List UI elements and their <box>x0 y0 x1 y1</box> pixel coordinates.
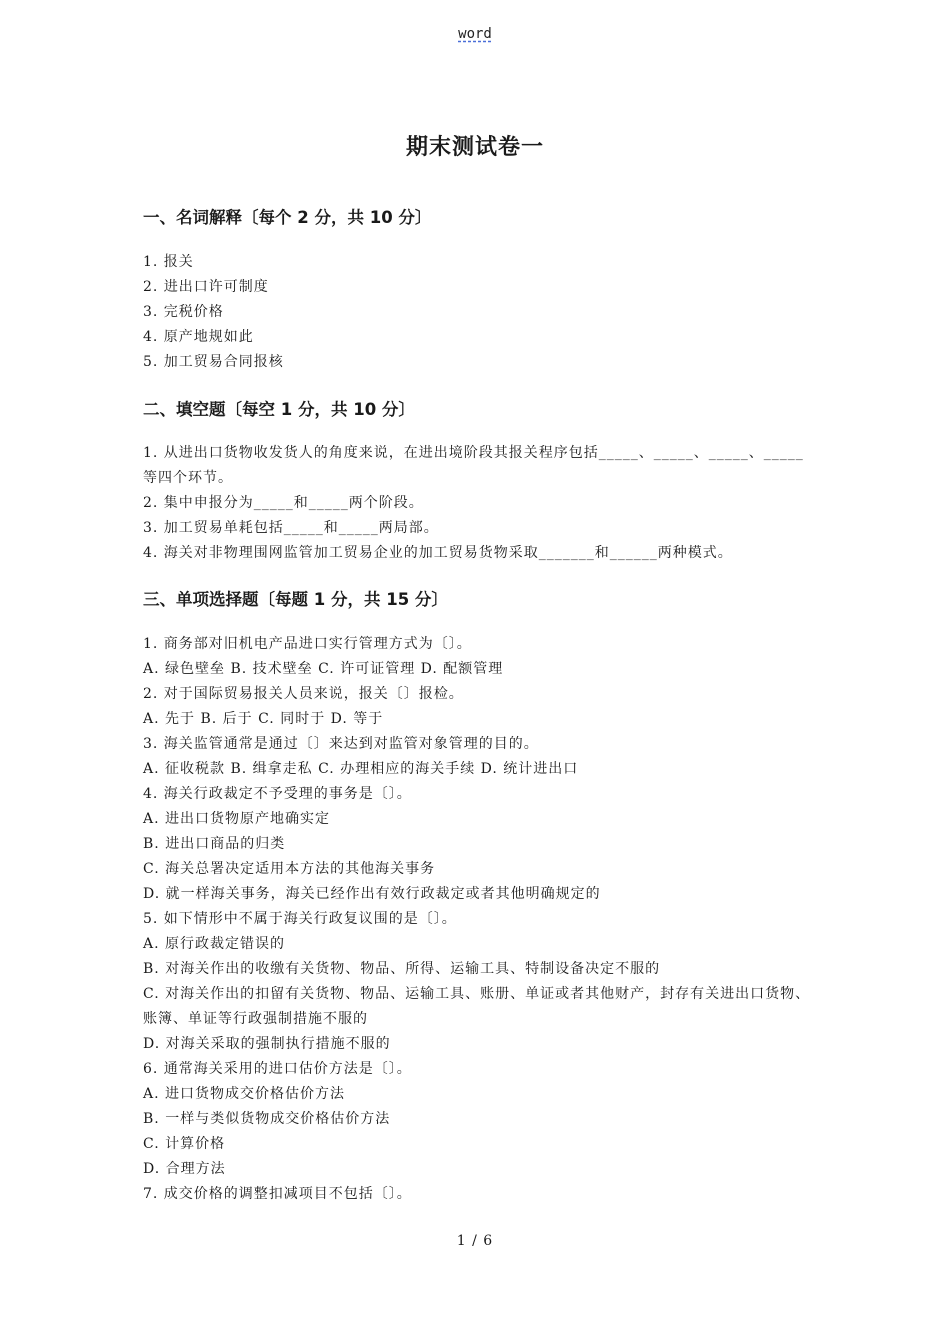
list-item: B. 一样与类似货物成交价格估价方法 <box>143 1111 391 1127</box>
list-item: A. 进出口货物原产地确实定 <box>143 811 331 827</box>
list-item: B. 进出口商品的归类 <box>143 836 286 852</box>
list-item: D. 就一样海关事务，海关已经作出有效行政裁定或者其他明确规定的 <box>143 886 601 902</box>
section-heading: 一、名词解释〔每个 2 分，共 10 分〕 <box>143 208 432 227</box>
list-item: B. 对海关作出的收缴有关货物、物品、所得、运输工具、特制设备决定不服的 <box>143 961 661 977</box>
list-item: 2. 对于国际贸易报关人员来说，报关〔〕报检。 <box>143 686 464 702</box>
list-item: 6. 通常海关采用的进口估价方法是〔〕。 <box>143 1061 412 1077</box>
list-item: 5. 如下情形中不属于海关行政复议围的是〔〕。 <box>143 911 457 927</box>
list-item: 3. 加工贸易单耗包括_____和_____两局部。 <box>143 520 439 536</box>
list-item: A. 进口货物成交价格估价方法 <box>143 1086 346 1102</box>
list-item: C. 计算价格 <box>143 1136 226 1152</box>
list-item: C. 海关总署决定适用本方法的其他海关事务 <box>143 861 436 877</box>
list-item: 4. 海关行政裁定不予受理的事务是〔〕。 <box>143 786 412 802</box>
document-title: 期末测试卷一 <box>405 135 544 160</box>
header-word-label: word <box>458 26 492 42</box>
page-number: 1 / 6 <box>456 1233 494 1249</box>
list-item: 1. 商务部对旧机电产品进口实行管理方式为〔〕。 <box>143 636 472 652</box>
list-item: 3. 完税价格 <box>143 304 224 320</box>
list-item: 7. 成交价格的调整扣减项目不包括〔〕。 <box>143 1186 412 1202</box>
list-item: D. 对海关采取的强制执行措施不服的 <box>143 1036 391 1052</box>
list-item: 5. 加工贸易合同报核 <box>143 354 284 370</box>
list-item: 4. 海关对非物理围网监管加工贸易企业的加工贸易货物采取_______和______两种模式。 <box>143 545 733 561</box>
list-item: A. 征收税款 B. 缉拿走私 C. 办理相应的海关手续 D. 统计进出口 <box>143 761 579 777</box>
list-item: 2. 进出口许可制度 <box>143 279 269 295</box>
list-item: A. 原行政裁定错误的 <box>143 936 286 952</box>
page-header <box>0 26 950 42</box>
list-item: D. 合理方法 <box>143 1161 226 1177</box>
list-item: C. 对海关作出的扣留有关货物、物品、运输工具、账册、单证或者其他财产，封存有关进出口货物、账簿、单证等行政强制措施不服的 <box>143 986 811 1027</box>
list-item: A. 先于 B. 后于 C. 同时于 D. 等于 <box>143 711 384 727</box>
list-item: 3. 海关监管通常是通过〔〕来达到对监管对象管理的目的。 <box>143 736 539 752</box>
list-item: 1. 从进出口货物收发货人的角度来说，在进出境阶段其报关程序包括_____、_____、_____、_____等四个环节。 <box>143 445 804 486</box>
list-item: A. 绿色壁垒 B. 技术壁垒 C. 许可证管理 D. 配额管理 <box>143 661 504 677</box>
list-item: 4. 原产地规如此 <box>143 329 254 345</box>
list-item: 1. 报关 <box>143 254 194 270</box>
section-heading: 三、单项选择题〔每题 1 分，共 15 分〕 <box>143 590 448 609</box>
list-item: 2. 集中申报分为_____和_____两个阶段。 <box>143 495 424 511</box>
section-heading: 二、填空题〔每空 1 分，共 10 分〕 <box>143 400 415 419</box>
